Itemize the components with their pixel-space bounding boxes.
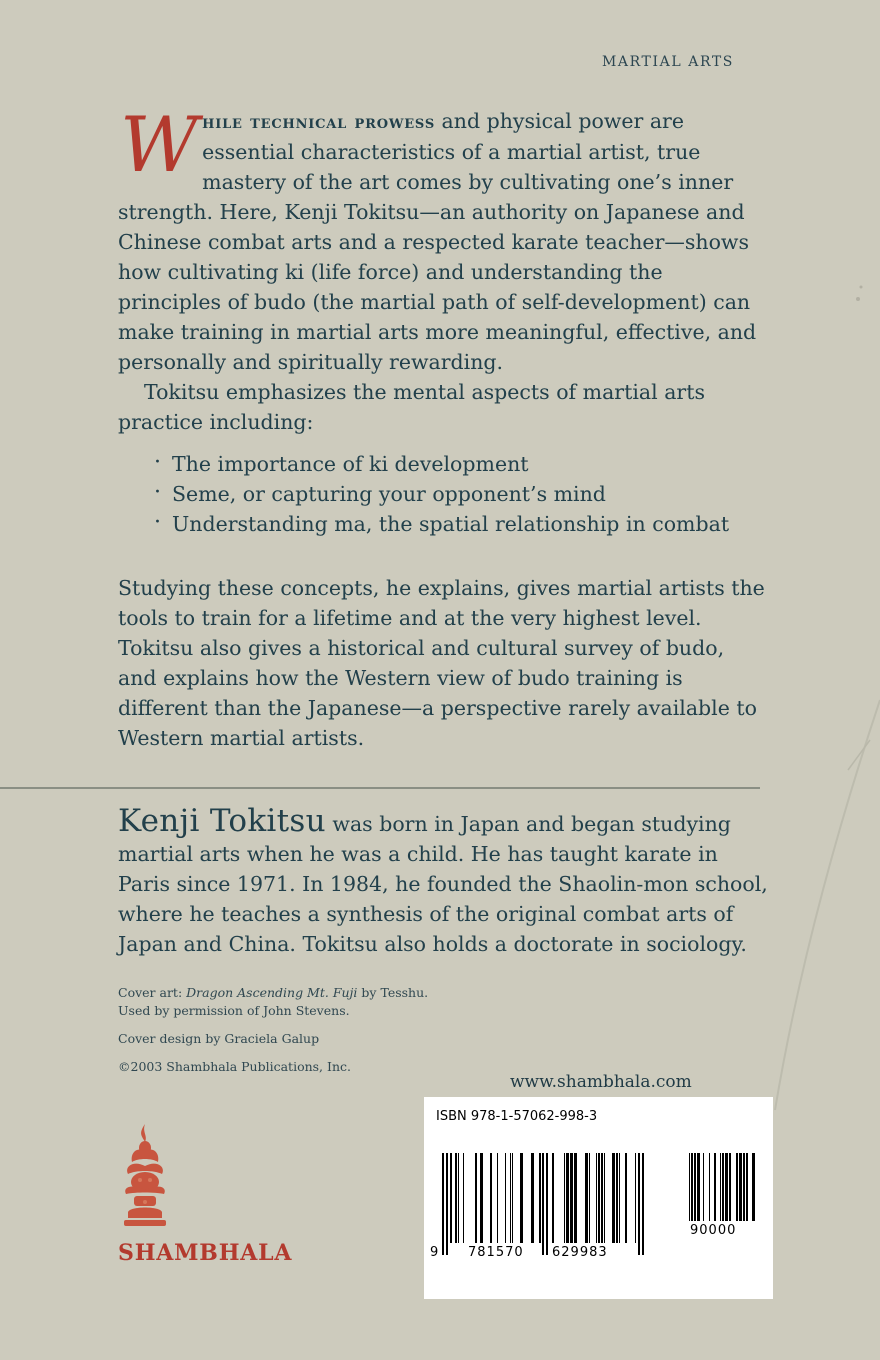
summary-paragraph: Studying these concepts, he explains, gives martial artists the tools to train for a lifetime and at the very highest level. Tokitsu also gives a historical and cultural survey of budo, and explains how the Western view of budo training is different than the Japanese—a perspective rarely available to Western martial artists. — [118, 576, 765, 750]
intro-text: and physical power are essential characteristics of a martial artist, true mastery of the art comes by cultivating one’s inner strength. Here, Kenji Tokitsu—an authority on Japanese and Chinese combat arts and a respected karate teacher—shows how cultivating ki (life force) and understanding the principles of budo (the martial path of self-development) can make training in martial arts more meaningful, effective, and personally and spiritually rewarding. — [118, 109, 757, 374]
concept-list — [118, 449, 768, 539]
barcode-group-1: 781570 — [468, 1245, 524, 1260]
drop-cap: W — [120, 100, 199, 189]
flame-emblem-icon — [122, 1122, 168, 1230]
category-label: MARTIAL ARTS — [602, 54, 734, 70]
lead-smallcaps: hile technical prowess — [202, 111, 436, 133]
list-item: · The importance of ki development — [154, 449, 768, 479]
artwork-title: Dragon Ascending Mt. Fuji — [186, 985, 358, 1000]
divider — [0, 787, 760, 789]
barcode-panel — [424, 1097, 773, 1299]
bio-text: was born in Japan and began studying martial arts when he was a child. He has taught karate in Paris since 1971. In 1984, he founded the Shaolin-mon school, where he teaches a synthesis of the original combat arts of Japan and China. Tokitsu also holds a doctorate in sociology. — [118, 812, 768, 956]
barcode-lead-digit: 9 — [430, 1245, 439, 1260]
publisher-logo — [118, 1122, 293, 1267]
copyright: ©2003 Shambhala Publications, Inc. — [118, 1059, 351, 1074]
author-name: Kenji Tokitsu — [118, 803, 326, 839]
isbn-label: ISBN 978-1-57062-998-3 — [436, 1109, 598, 1124]
permission-note: Used by permission of John Stevens. — [118, 1003, 350, 1018]
emphasis-paragraph: Tokitsu emphasizes the mental aspects of martial arts practice including: — [118, 380, 705, 434]
price-code: 90000 — [690, 1223, 737, 1238]
intro-paragraph — [118, 100, 768, 377]
description — [118, 100, 768, 753]
credits — [118, 984, 438, 1086]
isbn-barcode-icon — [436, 1153, 766, 1255]
list-item: · Understanding ma, the spatial relationship in combat — [154, 509, 768, 539]
author-bio — [118, 803, 768, 959]
cover-art-credit: Cover art: Dragon Ascending Mt. Fuji by Tesshu. Used by permission of John Stevens. — [118, 985, 429, 1018]
publisher-name: SHAMBHALA — [118, 1240, 293, 1266]
publisher-url: www.shambhala.com — [510, 1072, 692, 1092]
list-item: · Seme, or capturing your opponent’s mind — [154, 479, 768, 509]
design-credit: Cover design by Graciela Galup — [118, 1031, 320, 1046]
barcode-group-2: 629983 — [552, 1245, 608, 1260]
